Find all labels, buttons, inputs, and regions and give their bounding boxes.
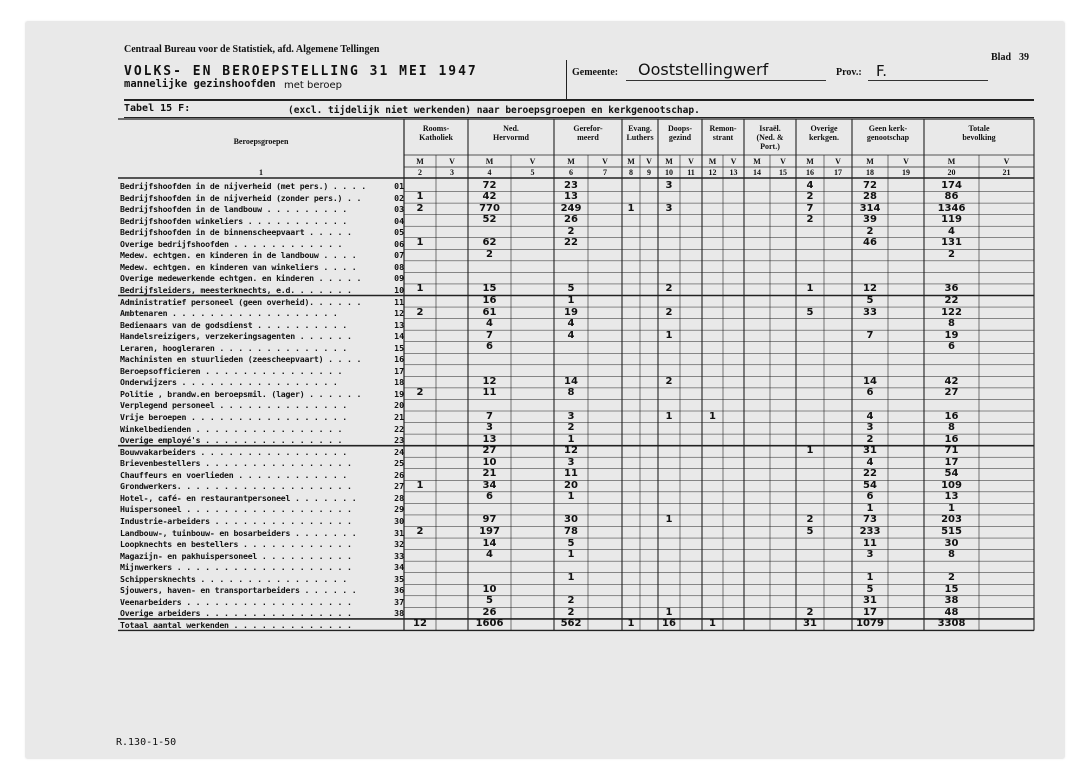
row-number: 09 [394, 273, 404, 284]
sex-header: M [627, 157, 635, 166]
row-label: Bedrijfshoofden in de binnenscheepvaart . . . . . [120, 227, 352, 238]
cell-value: 2 [567, 225, 575, 237]
cell-value: 2 [806, 606, 814, 618]
row-label: Huispersoneel . . . . . . . . . . . . . . . . . . [120, 504, 352, 515]
cell-value: 1 [416, 283, 424, 295]
subtitle-handwritten: met beroep [284, 80, 343, 91]
row-label: Winkelbedienden . . . . . . . . . . . . . . . . [120, 423, 343, 434]
cell-value: 22 [944, 295, 959, 306]
group-header-8: Overige kerkgen. [809, 124, 839, 142]
sex-header: M [567, 157, 575, 166]
row-number: 04 [394, 215, 404, 226]
cell-value: 33 [863, 306, 877, 318]
cell-value: 1 [567, 549, 575, 561]
sex-header: V [835, 157, 841, 166]
footer-code: R.130-1-50 [116, 737, 177, 748]
cell-value: 2 [866, 225, 874, 237]
cell-value: 2 [866, 433, 874, 445]
cell-value: 1 [866, 502, 874, 514]
cell-value: 197 [479, 526, 500, 537]
first-column-index: 1 [259, 168, 263, 177]
column-number: 10 [665, 168, 673, 177]
row-number: 15 [394, 342, 404, 353]
cell-value: 27 [944, 387, 959, 399]
cell-value: 14 [564, 375, 578, 387]
row-number: 16 [394, 354, 404, 365]
blad-value: 39 [1019, 52, 1029, 63]
row-number: 08 [394, 261, 404, 272]
row-number: 34 [394, 562, 404, 573]
cell-value: 8 [948, 422, 955, 434]
row-label: Verplegend personeel . . . . . . . . . . . . . . [120, 400, 348, 411]
cell-value: 12 [482, 375, 497, 387]
row-number: 32 [394, 539, 404, 550]
sex-header: M [866, 157, 874, 166]
cell-value: 28 [863, 191, 877, 203]
cell-value: 62 [482, 237, 497, 249]
cell-value: 72 [482, 179, 497, 191]
column-number: 5 [530, 168, 535, 177]
column-number: 15 [779, 168, 787, 177]
cell-value: 42 [944, 375, 959, 387]
cell-value: 1 [806, 283, 814, 295]
cell-value: 3 [567, 410, 575, 422]
cell-value: 4 [948, 225, 955, 237]
cell-value: 3 [567, 456, 575, 468]
cell-value: 2 [416, 526, 424, 537]
cell-value: 11 [482, 387, 497, 399]
cell-value: 515 [941, 526, 962, 537]
row-number: 27 [394, 481, 404, 492]
column-number: 17 [834, 168, 842, 177]
row-label: Administratief personeel (geen overheid). . . . . . [120, 296, 362, 307]
column-number: 12 [708, 168, 717, 177]
sex-header: V [780, 157, 786, 166]
cell-value: 16 [662, 618, 676, 630]
cell-value: 1 [665, 329, 673, 341]
cell-value: 1 [416, 479, 424, 491]
sex-header: M [806, 157, 814, 166]
cell-value: 1 [627, 618, 635, 630]
cell-value: 131 [941, 237, 962, 249]
cell-value: 31 [863, 445, 877, 457]
cell-value: 31 [803, 618, 817, 630]
census-title: VOLKS- EN BEROEPSTELLING 31 MEI 1947 [124, 64, 478, 79]
cell-value: 71 [944, 445, 959, 457]
row-label: Bedrijfshoofden in de nijverheid (zonder pers.) . . [120, 192, 362, 203]
cell-value: 4 [486, 318, 493, 330]
prov-value: F. [876, 62, 887, 80]
cell-value: 233 [859, 526, 881, 537]
cell-value: 1 [709, 618, 716, 630]
row-number: 07 [394, 250, 404, 261]
cell-value: 17 [863, 606, 877, 618]
cell-value: 97 [482, 514, 497, 526]
row-label: Vrije beroepen . . . . . . . . . . . . . . . . . [120, 412, 348, 422]
row-number: 28 [394, 492, 404, 503]
column-number: 4 [487, 168, 492, 177]
cell-value: 1 [567, 433, 575, 445]
sex-header: M [665, 157, 673, 166]
cell-value: 6 [486, 491, 493, 503]
cell-value: 1 [567, 491, 575, 503]
cell-value: 4 [866, 456, 874, 468]
group-header-6: Remon- strant [709, 124, 737, 142]
row-label: Medew. echtgen. en kinderen in de landbouw . . . . [120, 250, 357, 261]
column-number: 6 [569, 168, 573, 177]
cell-value: 54 [944, 468, 959, 480]
row-number: 06 [394, 238, 404, 249]
cell-value: 7 [486, 329, 493, 341]
row-number: 01 [394, 181, 404, 191]
cell-value: 2 [416, 306, 424, 318]
sex-header: V [602, 157, 608, 166]
cell-value: 30 [564, 514, 578, 526]
cell-value: 46 [863, 237, 877, 249]
column-number: 3 [450, 168, 454, 177]
row-number: 26 [394, 469, 404, 480]
column-number: 7 [603, 168, 607, 177]
cell-value: 12 [413, 618, 427, 630]
cell-value: 2 [665, 306, 673, 318]
group-header-3: Gerefor- meerd [573, 124, 603, 142]
cell-value: 2 [806, 214, 814, 226]
cell-value: 6 [948, 341, 955, 353]
row-label: Schippersknechts . . . . . . . . . . . . . . . . [120, 573, 348, 584]
cell-value: 122 [941, 306, 962, 318]
cell-value: 11 [863, 537, 877, 549]
group-header-5: Doops- gezind [667, 124, 692, 142]
cell-value: 11 [564, 468, 578, 480]
cell-value: 2 [948, 572, 955, 584]
cell-value: 10 [482, 456, 497, 468]
cell-value: 1 [567, 572, 575, 584]
row-label: Sjouwers, haven- en transportarbeiders . . . . . . [120, 585, 357, 596]
cell-value: 174 [941, 179, 962, 191]
row-number: 11 [394, 296, 404, 307]
row-number: 14 [394, 331, 404, 342]
cell-value: 2 [567, 606, 575, 618]
row-number: 17 [394, 365, 404, 376]
cell-value: 30 [944, 537, 959, 549]
column-number: 2 [418, 168, 422, 177]
cell-value: 2 [665, 283, 673, 295]
gemeente-label: Gemeente: [572, 67, 619, 78]
cell-value: 1 [627, 202, 635, 214]
cell-value: 36 [944, 283, 959, 295]
row-number: 24 [394, 446, 404, 457]
row-label: Loopknechts en bestellers . . . . . . . . . . . . [120, 539, 352, 550]
sex-header: V [646, 157, 652, 166]
row-label: Overige employé's . . . . . . . . . . . . . . . [120, 435, 343, 446]
prov-label: Prov.: [836, 67, 862, 78]
cell-value: 1 [665, 410, 673, 422]
cell-value: 562 [560, 618, 582, 630]
cell-value: 42 [482, 191, 497, 203]
row-label: Totaal aantal werkenden . . . . . . . . . . . . . [120, 619, 352, 630]
cell-value: 5 [806, 306, 814, 318]
cell-value: 7 [866, 329, 874, 341]
row-label: Magazijn- en pakhuispersoneel . . . . . . . . . . [120, 550, 352, 561]
sex-header: M [416, 157, 424, 166]
cell-value: 1079 [856, 618, 884, 630]
cell-value: 7 [486, 410, 493, 422]
cell-value: 2 [416, 202, 424, 214]
subtitle: mannelijke gezinshoofden [124, 78, 276, 90]
cell-value: 48 [944, 606, 959, 618]
cell-value: 4 [806, 179, 814, 191]
row-number: 02 [394, 192, 404, 203]
cell-value: 1 [665, 514, 673, 526]
row-label: Machinisten en stuurlieden (zeescheepvaart) . . . . [120, 354, 362, 365]
cell-value: 770 [479, 202, 500, 214]
sex-header: V [1003, 157, 1010, 166]
bureau-line: Centraal Bureau voor de Statistiek, afd. Algemene Tellingen [124, 44, 380, 55]
row-label: Industrie-arbeiders . . . . . . . . . . . . . . . [120, 515, 352, 526]
row-label: Leraren, hoogleraren . . . . . . . . . . . . . . [120, 342, 348, 353]
row-number: 12 [394, 308, 404, 319]
column-number: 11 [687, 168, 695, 177]
cell-value: 5 [806, 526, 814, 537]
row-label: Medew. echtgen. en kinderen van winkeliers . . . . [120, 261, 357, 272]
row-number: 18 [394, 377, 404, 388]
cell-value: 21 [482, 468, 497, 480]
cell-value: 109 [941, 479, 962, 491]
first-column-header: Beroepsgroepen [233, 137, 289, 146]
cell-value: 52 [482, 214, 497, 226]
column-number: 19 [902, 168, 910, 177]
cell-value: 6 [866, 387, 874, 399]
cell-value: 2 [665, 375, 673, 387]
column-number: 18 [866, 168, 874, 177]
table-label: Tabel 15 F: [124, 103, 191, 114]
cell-value: 26 [482, 606, 497, 618]
cell-value: 14 [482, 537, 497, 549]
cell-value: 3 [866, 422, 874, 434]
cell-value: 5 [567, 283, 575, 295]
row-number: 22 [394, 423, 404, 434]
cell-value: 5 [567, 537, 575, 549]
row-number: 23 [394, 435, 404, 446]
column-number: 21 [1002, 168, 1011, 177]
cell-value: 10 [482, 583, 497, 595]
cell-value: 1 [866, 572, 874, 584]
cell-value: 2 [806, 191, 814, 203]
cell-value: 12 [564, 445, 578, 457]
cell-value: 19 [564, 306, 578, 318]
cell-value: 314 [859, 202, 881, 214]
row-label: Ambtenaren . . . . . . . . . . . . . . . . . . [120, 308, 338, 319]
row-number: 21 [394, 412, 404, 422]
cell-value: 249 [560, 202, 582, 214]
row-label: Overige medewerkende echtgen. en kinderen . . . . . [120, 273, 362, 284]
row-label: Grondwerkers. . . . . . . . . . . . . . . . . . . [120, 481, 352, 492]
cell-value: 2 [806, 514, 814, 526]
row-label: Beroepsofficieren . . . . . . . . . . . . . . . [120, 365, 343, 376]
column-number: 8 [629, 168, 633, 177]
census-sheet [26, 22, 1064, 758]
row-label: Chauffeurs en voerlieden . . . . . . . . . . . . [120, 469, 348, 480]
cell-value: 4 [567, 329, 575, 341]
cell-value: 19 [944, 329, 959, 341]
group-header-2: Ned. Hervormd [493, 124, 529, 142]
sex-header: M [708, 157, 717, 166]
column-number: 14 [753, 168, 761, 177]
cell-value: 12 [863, 283, 877, 295]
row-number: 35 [394, 573, 404, 584]
row-label: Bedrijfshoofden winkeliers . . . . . . . . . . . [120, 215, 348, 226]
cell-value: 5 [866, 583, 874, 595]
cell-value: 1 [665, 606, 673, 618]
cell-value: 6 [866, 491, 874, 503]
group-header-9: Geen kerk- genootschap [866, 124, 910, 142]
row-label: Bouwvakarbeiders . . . . . . . . . . . . . . . . [120, 446, 348, 457]
group-header-10: Totale bevolking [962, 124, 996, 142]
cell-value: 2 [948, 248, 955, 260]
cell-value: 1346 [937, 202, 966, 214]
sex-header: V [449, 157, 455, 166]
table-description: (excl. tijdelijk niet werkenden) naar beroepsgroepen en kerkgenootschap. [288, 105, 700, 116]
cell-value: 73 [863, 514, 877, 526]
cell-value: 23 [564, 179, 578, 191]
cell-value: 7 [806, 202, 814, 214]
cell-value: 1606 [475, 618, 504, 630]
cell-value: 39 [863, 214, 877, 226]
row-number: 13 [394, 319, 404, 330]
cell-value: 6 [486, 341, 493, 353]
row-label: Bedrijfsleiders, meesterknechts, e.d. . . . . . . [120, 284, 352, 295]
cell-value: 22 [863, 468, 877, 480]
cell-value: 4 [866, 410, 874, 422]
row-number: 05 [394, 227, 404, 238]
cell-value: 15 [482, 283, 497, 295]
sex-header: M [947, 157, 956, 166]
row-label: Bedrijfshoofden in de nijverheid (met pers.) . . . . [120, 181, 366, 191]
row-number: 33 [394, 550, 404, 561]
cell-value: 3 [665, 202, 673, 214]
row-label: Overige arbeiders . . . . . . . . . . . . . . . . [120, 608, 352, 619]
row-number: 03 [394, 204, 404, 215]
column-number: 9 [647, 168, 651, 177]
cell-value: 78 [564, 526, 578, 537]
sex-header: V [730, 157, 737, 166]
row-number: 29 [394, 504, 404, 515]
cell-value: 13 [564, 191, 578, 203]
cell-value: 72 [863, 179, 877, 191]
sex-header: M [485, 157, 494, 166]
column-number: 20 [947, 168, 956, 177]
column-number: 16 [806, 168, 814, 177]
cell-value: 16 [944, 410, 959, 422]
cell-value: 8 [948, 549, 955, 561]
row-number: 30 [394, 515, 404, 526]
blad-label: Blad [991, 52, 1012, 63]
cell-value: 13 [944, 491, 959, 503]
row-number: 38 [394, 608, 404, 619]
cell-value: 34 [482, 479, 497, 491]
cell-value: 38 [944, 595, 959, 607]
row-number: 19 [394, 388, 404, 399]
cell-value: 61 [482, 306, 497, 318]
row-number: 25 [394, 458, 404, 469]
cell-value: 13 [482, 433, 497, 445]
row-number: 37 [394, 596, 404, 607]
cell-value: 3 [866, 549, 874, 561]
sex-header: M [753, 157, 761, 166]
row-number: 20 [394, 400, 404, 411]
cell-value: 86 [944, 191, 959, 203]
sex-header: V [903, 157, 909, 166]
cell-value: 26 [564, 214, 578, 226]
row-label: Overige bedrijfshoofden . . . . . . . . . . . . [120, 238, 343, 249]
cell-value: 2 [567, 422, 575, 434]
row-label: Bedienaars van de godsdienst . . . . . . . . . . [120, 319, 348, 330]
cell-value: 14 [863, 375, 877, 387]
cell-value: 3308 [937, 618, 966, 630]
sex-header: V [688, 157, 694, 166]
row-label: Hotel-, café- en restaurantpersoneel . . . . . . . [120, 492, 357, 503]
row-label: Veenarbeiders . . . . . . . . . . . . . . . . . . [120, 596, 352, 607]
row-label: Politie , brandw.en beroepsmil. (lager) . . . . . . [120, 388, 362, 399]
cell-value: 27 [482, 445, 497, 457]
cell-value: 119 [941, 214, 962, 226]
cell-value: 2 [486, 248, 493, 260]
cell-value: 2 [416, 387, 424, 399]
row-label: Landbouw-, tuinbouw- en bosarbeiders . . . . . . . [120, 527, 357, 538]
cell-value: 8 [948, 318, 955, 330]
group-header-1: Rooms- Katholiek [419, 124, 453, 142]
sex-header: V [529, 157, 536, 166]
cell-value: 5 [486, 595, 493, 607]
column-number: 13 [729, 168, 738, 177]
cell-value: 16 [944, 433, 959, 445]
row-label: Mijnwerkers . . . . . . . . . . . . . . . . . . . [120, 562, 352, 573]
cell-value: 1 [948, 502, 955, 514]
cell-value: 5 [866, 295, 874, 306]
cell-value: 1 [416, 237, 424, 249]
group-header-7: Israël. (Ned. & Port.) [756, 124, 784, 151]
row-label: Onderwijzers . . . . . . . . . . . . . . . . . [120, 377, 338, 388]
cell-value: 15 [944, 583, 959, 595]
cell-value: 1 [709, 410, 716, 422]
cell-value: 2 [567, 595, 575, 607]
cell-value: 3 [486, 422, 493, 434]
cell-value: 17 [944, 456, 959, 468]
cell-value: 4 [486, 549, 493, 561]
cell-value: 8 [567, 387, 575, 399]
row-label: Bedrijfshoofden in de landbouw . . . . . . . . . [120, 204, 348, 215]
cell-value: 1 [567, 295, 575, 306]
cell-value: 20 [564, 479, 578, 491]
gemeente-value: Ooststellingwerf [638, 60, 769, 79]
row-number: 36 [394, 585, 404, 596]
cell-value: 3 [665, 179, 673, 191]
row-number: 10 [394, 284, 404, 295]
cell-value: 1 [806, 445, 814, 457]
cell-value: 203 [941, 514, 962, 526]
row-label: Brievenbestellers . . . . . . . . . . . . . . . . [120, 458, 352, 469]
row-label: Handelsreizigers, verzekeringsagenten . . . . . . [120, 331, 352, 342]
row-number: 31 [394, 527, 404, 538]
group-header-4: Evang. Luthers [626, 124, 654, 142]
cell-value: 16 [482, 295, 497, 306]
cell-value: 54 [863, 479, 877, 491]
cell-value: 4 [567, 318, 575, 330]
cell-value: 22 [564, 237, 578, 249]
cell-value: 31 [863, 595, 877, 607]
cell-value: 1 [416, 191, 424, 203]
